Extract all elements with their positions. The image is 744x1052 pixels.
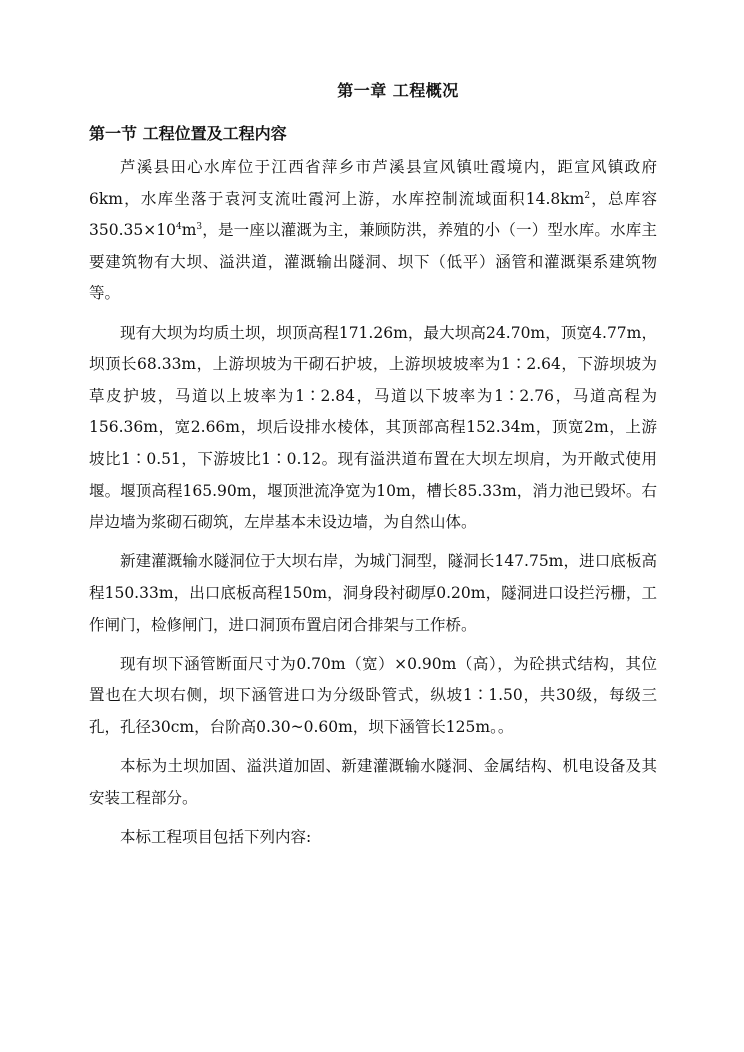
superscript-3: 3 <box>196 222 203 233</box>
paragraph-5: 本标为土坝加固、溢洪道加固、新建灌溉输水隧洞、金属结构、机电设备及其安装工程部分。 <box>89 757 657 807</box>
paragraph-3: 新建灌溉输水隧洞位于大坝右岸，为城门洞型，隧洞长147.75m，进口底板高程150.33m，出口底板高程150m，洞身段衬砌厚0.20m，隧洞进口设拦污栅，工作闸门，检修闸门，进口洞顶布置启闭合排架与工作桥。 <box>89 552 657 634</box>
chapter-title: 第一章 工程概况 <box>337 81 459 100</box>
paragraph-1-part-c: m <box>181 221 197 240</box>
paragraph-2: 现有大坝为均质土坝，坝顶高程171.26m，最大坝高24.70m，顶宽4.77m，坝顶长68.33m，上游坝坡为干砌石护坡，上游坝坡坡率为1∶2.64，下游坝坡为草皮护坡，马道以上坡率为1∶2.84，马道以下坡率为1∶2.76，马道高程为156.36m，宽2.66m，坝后设排水棱体，其顶部高程152.34m，顶宽2m，上游坡比1∶0.51，下游坡比1∶0.12。现有溢洪道布置在大坝左坝肩，为开敞式使用堰。堰顶高程165.90m，堰顶泄流净宽为10m，槽长85.33m，消力池已毁坏。右岸边墙为浆砌石砌筑，左岸基本未设边墙，为自然山体。 <box>89 323 657 532</box>
superscript-4: 4 <box>175 222 182 233</box>
body-text <box>89 152 657 861</box>
paragraph-1 <box>89 152 657 310</box>
section-title: 第一节 工程位置及工程内容 <box>89 124 287 143</box>
paragraph-1-part-d: ，是一座以灌溉为主，兼顾防洪，养殖的小（一）型水库。水库主要建筑物有大坝、溢洪道，灌溉输出隧洞、坝下（低平）涵管和灌溉渠系建筑物等。 <box>89 221 657 303</box>
paragraph-4: 现有坝下涵管断面尺寸为0.70m（宽）×0.90m（高），为砼拱式结构，其位置也在大坝右侧，坝下涵管进口为分级卧管式，纵坡1∶1.50，共30级，每级三孔，孔径30cm，台阶高0.30~0.60m，坝下涵管长125m。。 <box>89 654 657 736</box>
superscript-2: 2 <box>584 190 591 201</box>
paragraph-6: 本标工程项目包括下列内容: <box>120 827 312 846</box>
paragraph-1-part-b: ，总库容350.35×10 <box>89 189 657 240</box>
paragraph-1-part-a: 芦溪县田心水库位于江西省萍乡市芦溪县宣风镇吐霞境内，距宣风镇政府6km，水库坐落于袁河支流吐霞河上游，水库控制流域面积14.8km <box>89 158 657 208</box>
